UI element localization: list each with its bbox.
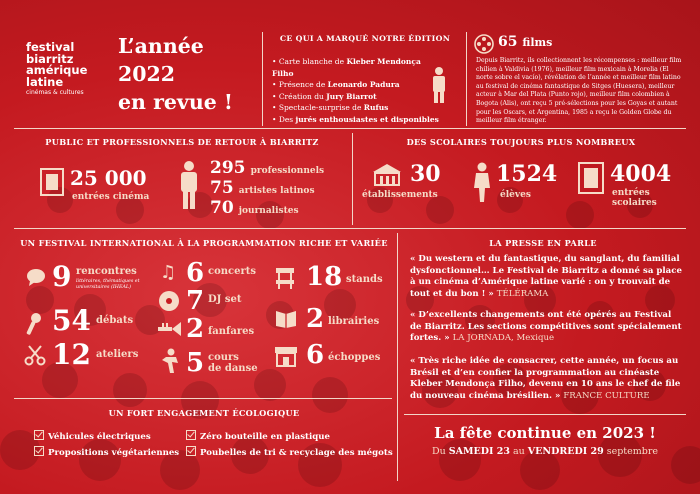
divider: [404, 414, 686, 415]
festival-logo: [26, 42, 116, 97]
djset-label: DJ set: [208, 294, 242, 305]
divider: [14, 228, 686, 229]
logo-line: festival: [26, 40, 75, 54]
ateliers-number: 12: [52, 338, 91, 371]
students-label: élèves: [500, 190, 531, 200]
stands-label: stands: [346, 274, 383, 285]
pros-list: [210, 158, 350, 218]
film-reel-icon: [474, 34, 494, 54]
ticket-icon: [40, 168, 64, 196]
divider: [352, 133, 353, 225]
books-icon: [274, 308, 298, 328]
speech-bubble-icon: [26, 268, 46, 286]
ticket-icon: [578, 162, 604, 194]
professional-icon: [178, 160, 200, 210]
eco-item: Véhicules électriques: [34, 430, 151, 442]
eco-item: Zéro bouteille en plastique: [186, 430, 330, 442]
vinyl-record-icon: [158, 290, 180, 312]
person-icon: [430, 66, 448, 104]
school-icon: [372, 163, 402, 187]
edition-title: CE QUI A MARQUÉ NOTRE ÉDITION: [279, 34, 451, 43]
trumpet-icon: [156, 320, 182, 338]
eco-title: UN FORT ENGAGEMENT ÉCOLOGIQUE: [108, 408, 300, 418]
divider: [14, 398, 392, 399]
debats-label: débats: [96, 315, 134, 326]
danse-number: 5: [186, 348, 205, 378]
films-count: 65 films: [498, 34, 553, 50]
title-line: 2022: [118, 62, 176, 86]
divider: [14, 128, 686, 129]
logo-tagline: cinémas & cultures: [26, 89, 84, 96]
echoppes-label: échoppes: [328, 352, 381, 363]
next-edition-dates: Du SAMEDI 23 au VENDREDI 29 septembre: [432, 446, 658, 457]
next-edition-title: La fête continue en 2023 !: [434, 424, 656, 442]
shop-icon: [274, 345, 298, 367]
microphone-icon: [26, 312, 42, 336]
echoppes-number: 6: [306, 340, 325, 370]
djset-number: 7: [186, 286, 205, 316]
eco-item: Poubelles de tri & recyclage des mégots: [186, 446, 393, 458]
rencontres-label: rencontres: [76, 266, 137, 277]
school-entries-label: entrées scolaires: [612, 188, 657, 208]
list-item: • Carte blanche de Kleber Mendonça Filho: [272, 57, 421, 78]
music-note-icon: ♫: [160, 262, 177, 283]
title-line: en revue !: [118, 90, 233, 114]
edition-list: [272, 56, 442, 125]
logo-line: latine: [26, 74, 64, 89]
press-quote: « D’excellents changements ont été opérés au Festival de Biarritz. Les sections compétitives sont spécialement fortes. » LA JORNADA, Mexique: [410, 310, 682, 343]
scissors-icon: [24, 344, 46, 366]
entries-number: 25 000: [70, 166, 147, 190]
ateliers-label: ateliers: [96, 349, 139, 360]
program-title: UN FESTIVAL INTERNATIONAL À LA PROGRAMMATION RICHE ET VARIÉE: [20, 238, 388, 248]
schools-label: établissements: [362, 190, 438, 200]
title-line: L’année: [118, 34, 204, 58]
press-quote: « Du western et du fantastique, du sanglant, du familial dysfonctionnel… Le Festival de Biarritz a donné sa place à un cinéma d’Amérique latine varié : on y trouvait de tout et du bon ! » TÉLÉRAMA: [410, 254, 682, 299]
list-item: 75 artistes latinos: [210, 178, 315, 198]
concerts-number: 6: [186, 258, 205, 288]
check-icon: [186, 446, 196, 456]
check-icon: [34, 430, 44, 440]
fanfares-number: 2: [186, 314, 205, 344]
list-item: • Des jurés enthousiastes et disponibles: [272, 114, 439, 124]
divider: [466, 32, 467, 126]
list-item: • Présence de Leonardo Padura: [272, 80, 400, 89]
check-icon: [186, 430, 196, 440]
dancer-icon: [160, 348, 180, 374]
librairies-label: librairies: [328, 316, 380, 327]
divider: [397, 233, 398, 481]
press-quote: « Très riche idée de consacrer, cette année, un focus au Brésil et d’en confier la programmation au cinéaste Kleber Mendonça Filho, devenu en 10 ans le chef de file du nouveau cinéma brésilien. » FRANCE CULTURE: [410, 356, 681, 401]
schools-count: 30: [410, 161, 441, 187]
list-item: • Création du Jury Biarrot: [272, 91, 377, 101]
rencontres-sub: littéraires, thématiques et universitaires (IHEAL): [76, 279, 140, 290]
entries-label: entrées cinéma: [72, 192, 150, 202]
page-title: [118, 32, 258, 116]
students-count: 1524: [496, 161, 558, 187]
divider: [262, 32, 263, 126]
debats-number: 54: [52, 304, 91, 337]
stand-icon: [274, 266, 296, 290]
list-item: 70 journalistes: [210, 198, 299, 218]
schools-title: DES SCOLAIRES TOUJOURS PLUS NOMBREUX: [406, 137, 636, 147]
logo-line: biarritz: [26, 51, 74, 66]
danse-label: cours de danse: [208, 352, 258, 374]
list-item: 295 professionnels: [210, 158, 325, 178]
logo-line: amérique: [26, 63, 88, 77]
list-item: • Spectacle-surprise de Rufus: [272, 103, 389, 112]
check-icon: [34, 446, 44, 456]
librairies-number: 2: [306, 304, 325, 334]
press-title: LA PRESSE EN PARLE: [489, 238, 597, 248]
concerts-label: concerts: [208, 266, 256, 277]
fanfares-label: fanfares: [208, 326, 255, 337]
school-entries-count: 4004: [610, 161, 672, 187]
rencontres-number: 9: [52, 260, 72, 293]
stands-number: 18: [306, 262, 343, 292]
student-icon: [472, 162, 492, 204]
eco-item: Propositions végétariennes: [34, 446, 179, 458]
public-title: PUBLIC ET PROFESSIONNELS DE RETOUR À BIARRITZ: [45, 137, 319, 147]
films-text: Depuis Biarritz, ils collectionnent les récompenses : meilleur film chilien à Valdivia (1976), meilleur film mexicain à Morelia (El norte sobre el vacío), révélation de l’année et meilleur film latino au festival de cinéma fantastique de Sitges (Huesera), meilleur acteur à Mar del Plata (Punto rojo), meilleur film colombien à Bogota (Alis), ont reçu 5 pré-sélections pour les Goyas et autant pour les Oscars, et Argentina, 1985 a reçu le Golden Globe du meilleur film étranger.: [476, 57, 682, 125]
